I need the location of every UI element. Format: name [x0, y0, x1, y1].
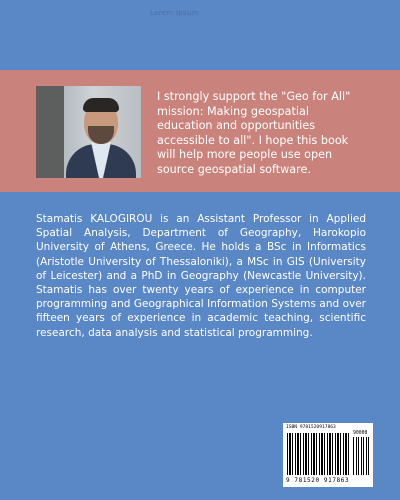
addon-bars [353, 437, 370, 475]
photo-door [36, 86, 64, 178]
photo-hair [83, 98, 119, 112]
ean-number: 9 781520 917863 [286, 477, 350, 484]
barcode [283, 423, 373, 487]
addon-number: 90000 [353, 431, 368, 436]
isbn-label: ISBN 9781520917863 [286, 425, 336, 430]
top-faint-text: Lorem Ipsum [150, 9, 199, 17]
author-photo [36, 86, 141, 178]
ean-bars [287, 433, 349, 475]
author-quote: I strongly support the "Geo for All" mission: Making geospatial education and opportunities accessible to all". I hope this book will help more people use open source geospatial software. [157, 90, 351, 176]
top-strip [0, 0, 400, 20]
author-bio: Stamatis KALOGIROU is an Assistant Professor in Applied Spatial Analysis, Department of Geography, Harokopio University of Athens, Greece. He holds a BSc in Informatics (Aristotle University of Thessaloniki), a MSc in GIS (University of Leicester) and a PhD in Geography (Newcastle University). Stamatis has over twenty years of experience in computer programming and Geographical Information Systems and over fifteen years of experience in academic teaching, scientific research, data analysis and statistical programming. [36, 213, 366, 339]
